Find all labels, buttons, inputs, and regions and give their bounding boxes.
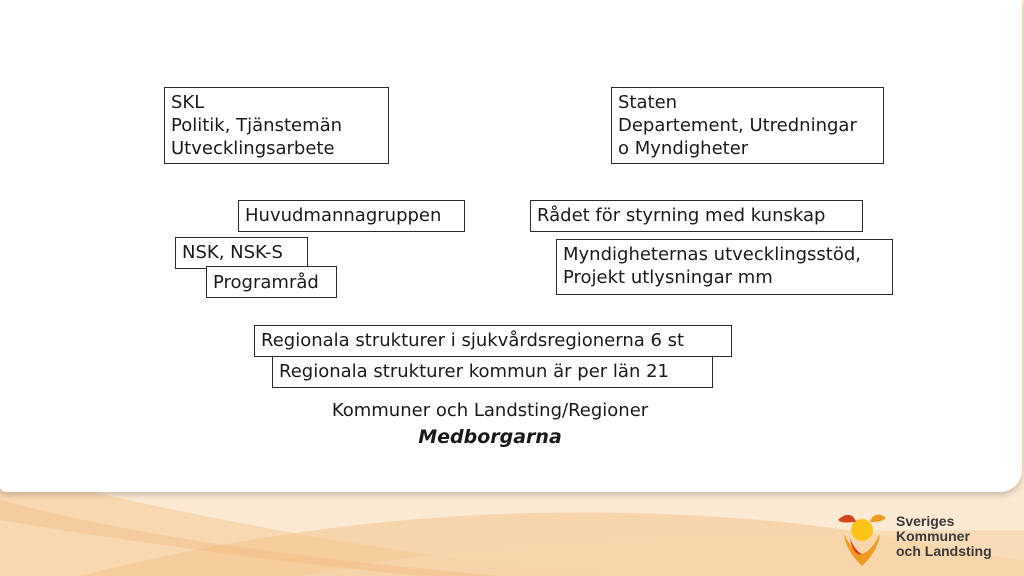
regionala-kommun-box	[272, 356, 713, 388]
radet-box	[530, 200, 863, 232]
kommuner-text: Kommuner och Landsting/Regioner	[331, 400, 649, 421]
nsk-box	[175, 237, 308, 269]
skl-logo	[832, 508, 1012, 568]
regionala-sjukvard-label: Regionala strukturer i sjukvårdsregionerna 6 st	[261, 330, 685, 351]
logo-line-1: Sveriges	[896, 513, 955, 529]
myndigheternas-line-1: Myndigheternas utvecklingsstöd,	[563, 244, 862, 265]
myndigheternas-box	[556, 239, 893, 295]
regionala-sjukvard-box	[254, 325, 732, 357]
nsk-label: NSK, NSK-S	[182, 242, 283, 263]
skl-logo-icon	[832, 508, 892, 568]
staten-line-1: Staten	[618, 92, 678, 113]
medborgarna-text: Medborgarna	[418, 426, 562, 448]
logo-line-3: och Landsting	[896, 543, 992, 559]
skl-line-2: Politik, Tjänstemän	[171, 115, 343, 136]
regionala-kommun-label: Regionala strukturer kommun är per län 21	[279, 361, 669, 382]
staten-box	[611, 87, 884, 164]
myndigheternas-line-2: Projekt utlysningar mm	[563, 267, 773, 288]
huvudmannagruppen-box	[238, 200, 465, 232]
programrad-label: Programråd	[213, 272, 319, 293]
skl-line-3: Utvecklingsarbete	[171, 138, 335, 159]
skl-logo-text	[896, 514, 992, 559]
huvudmannagruppen-label: Huvudmannagruppen	[245, 205, 442, 226]
staten-line-2: Departement, Utredningar	[618, 115, 857, 136]
staten-line-3: o Myndigheter	[618, 138, 749, 159]
skl-box	[164, 87, 389, 164]
radet-label: Rådet för styrning med kunskap	[537, 205, 826, 226]
skl-line-1: SKL	[171, 92, 205, 113]
programrad-box	[206, 266, 337, 298]
logo-line-2: Kommuner	[896, 528, 970, 544]
